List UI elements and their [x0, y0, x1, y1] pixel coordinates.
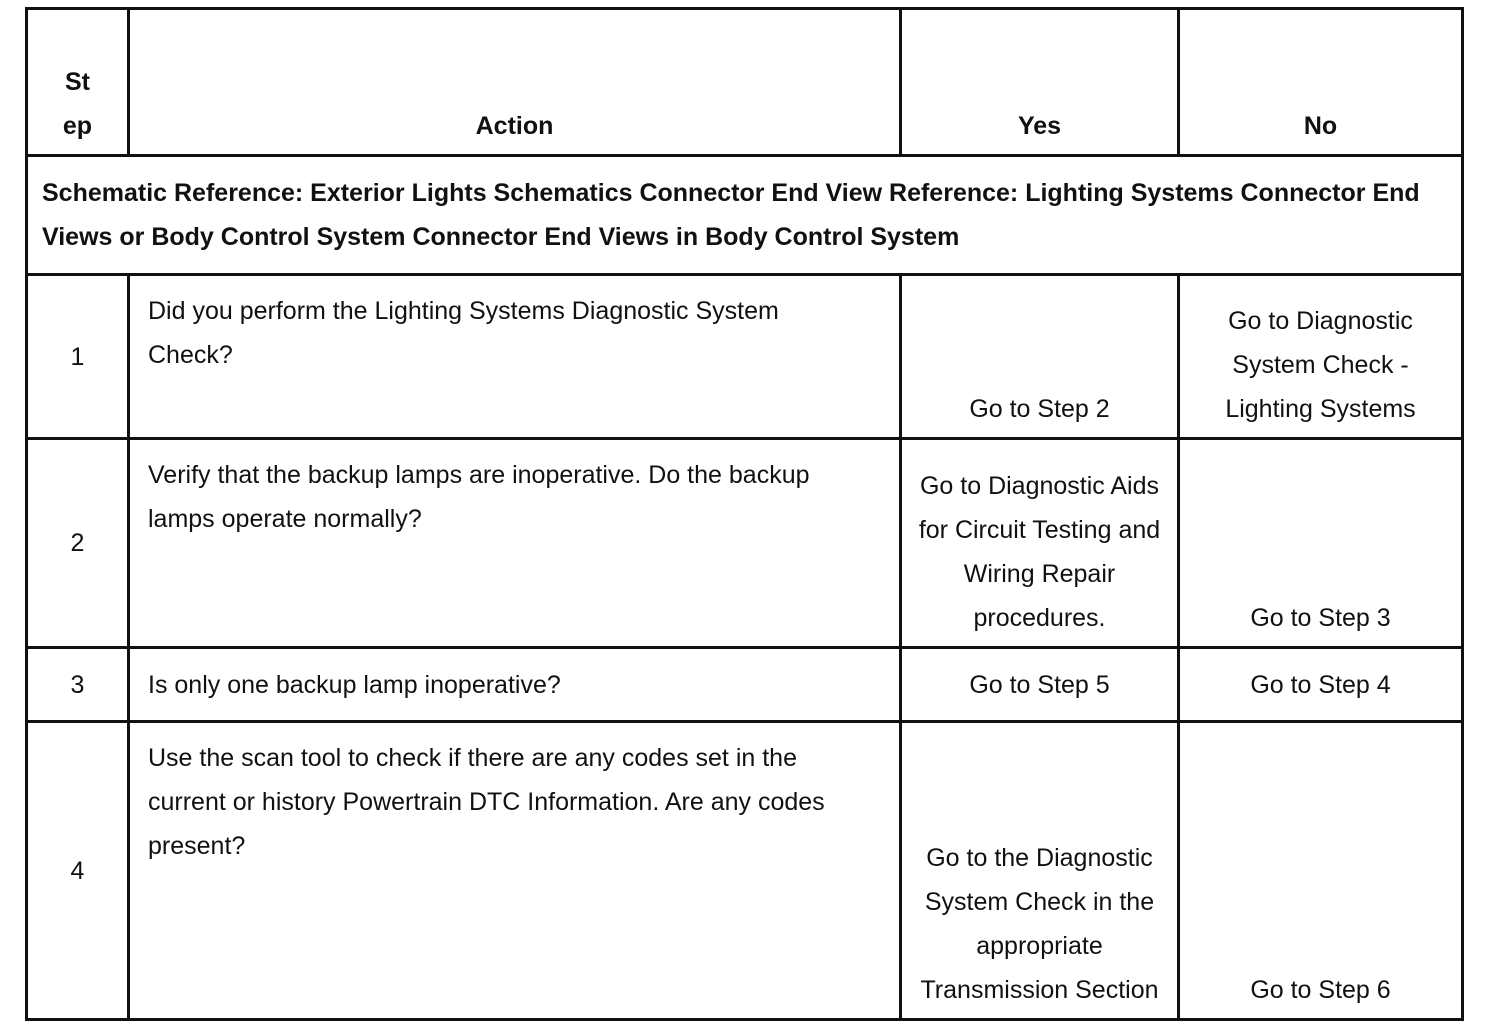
no-result-text: Go to Step 6 [1250, 976, 1391, 1004]
yes-result-text: Go to Step 5 [969, 670, 1110, 699]
reference-row [27, 156, 1463, 275]
no-result [1179, 648, 1463, 722]
header-step-line2: ep [62, 112, 93, 140]
header-action: Action [129, 9, 901, 156]
yes-result-text: Go to Step 2 [969, 395, 1110, 423]
header-yes: Yes [901, 9, 1179, 156]
yes-result [901, 722, 1179, 1020]
diagnostic-table [25, 7, 1464, 1021]
header-row [27, 9, 1463, 156]
step-number: 1 [27, 275, 129, 439]
action-text: Use the scan tool to check if there are any codes set in the current or history Powertrain DTC Information. Are any codes present? [129, 722, 901, 1020]
table-row [27, 648, 1463, 722]
header-step [27, 9, 129, 156]
step-number: 3 [27, 648, 129, 722]
step-number: 2 [27, 439, 129, 648]
action-text: Is only one backup lamp inoperative? [129, 648, 901, 722]
no-result-text: Go to Step 3 [1250, 604, 1391, 632]
action-text: Did you perform the Lighting Systems Diagnostic System Check? [129, 275, 901, 439]
no-result [1179, 275, 1463, 439]
table-row [27, 275, 1463, 439]
no-result [1179, 439, 1463, 648]
schematic-reference: Schematic Reference: Exterior Lights Schematics Connector End View Reference: Lighting Systems Connector End Views or Body Control System Connector End Views in Body Control System [27, 156, 1463, 275]
yes-result-text: Go to the Diagnostic System Check in the appropriate Transmission Section [920, 844, 1159, 1004]
header-no: No [1179, 9, 1463, 156]
step-number: 4 [27, 722, 129, 1020]
yes-result-text: Go to Diagnostic Aids for Circuit Testing and Wiring Repair procedures. [918, 472, 1161, 632]
action-text: Verify that the backup lamps are inoperative. Do the backup lamps operate normally? [129, 439, 901, 648]
no-result-text: Go to Diagnostic System Check - Lighting Systems [1225, 307, 1416, 423]
no-result [1179, 722, 1463, 1020]
yes-result [901, 439, 1179, 648]
no-result-text: Go to Step 4 [1250, 670, 1391, 699]
yes-result [901, 275, 1179, 439]
table-row [27, 439, 1463, 648]
table-row [27, 722, 1463, 1020]
yes-result [901, 648, 1179, 722]
header-step-line1: St [65, 68, 90, 96]
